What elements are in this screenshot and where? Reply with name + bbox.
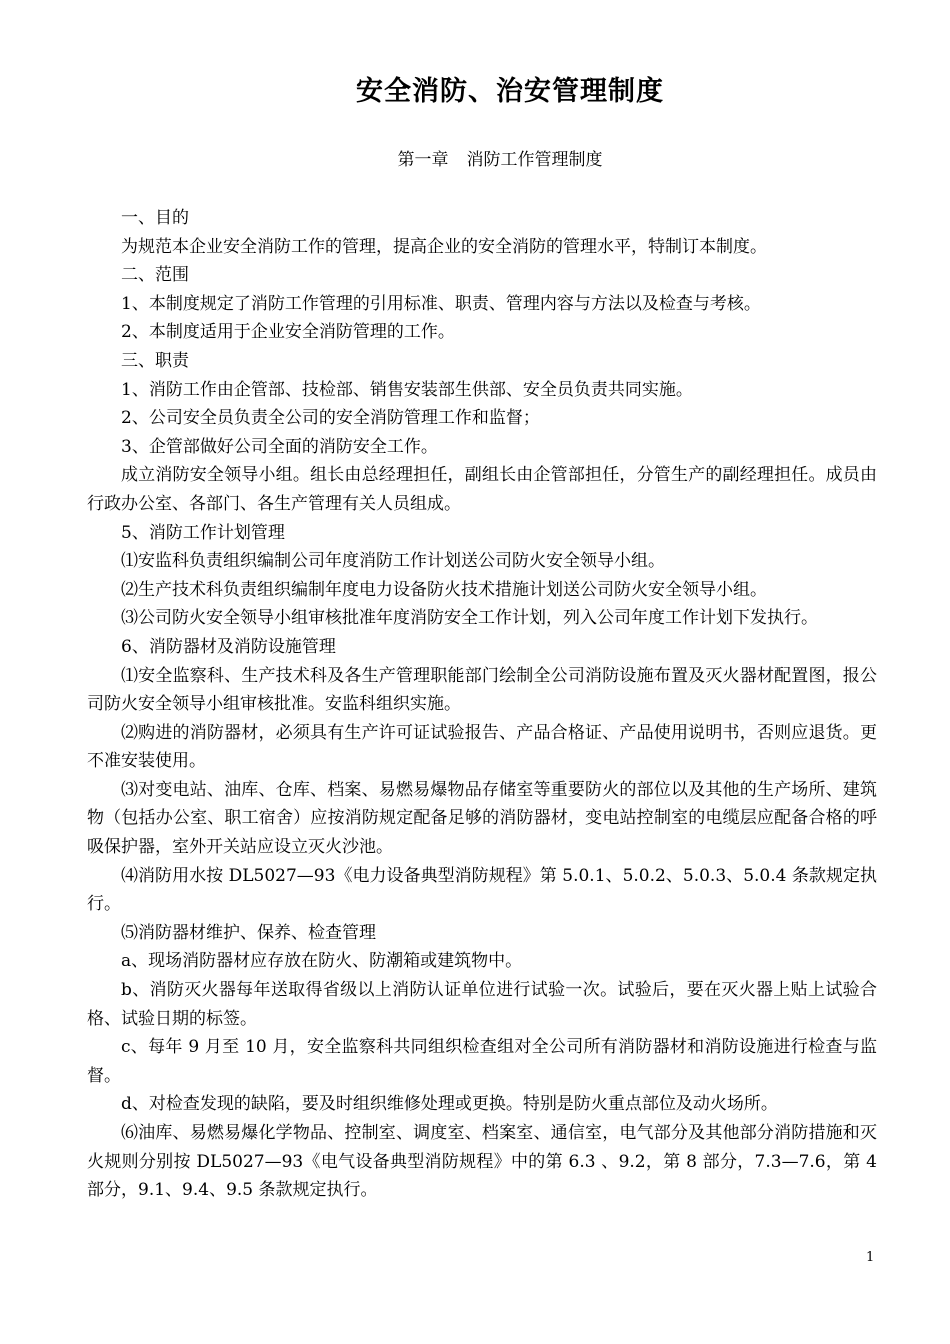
document-body [87, 204, 877, 1205]
list-item: ⑵购进的消防器材，必须具有生产许可证试验报告、产品合格证、产品使用说明书，否则应退货。更不准安装使用。 [87, 722, 877, 772]
section-heading-duties: 三、职责 [121, 350, 189, 371]
paragraph: 2、公司安全员负责全公司的安全消防管理工作和监督； [121, 408, 540, 429]
list-item: ⑶对变电站、油库、仓库、档案、易燃易爆物品存储室等重要防火的部位以及其他的生产场所、建筑物（包括办公室、职工宿舍）应按消防规定配备足够的消防器材，变电站控制室的电缆层应配备合格的呼吸保护器，室外开关站应设立灭火沙池。 [87, 779, 877, 858]
subsection-heading: 6、消防器材及消防设施管理 [121, 636, 336, 657]
list-item: ⑹油库、易燃易爆化学物品、控制室、调度室、档案室、通信室，电气部分及其他部分消防措施和灭火规则分别按 DL5027—93《电气设备典型消防规程》中的第 6.3 、9.2，第 8 部分，7.3—7.6，第 4 部分，9.1、9.4、9.5 条款规定执行。 [87, 1123, 877, 1201]
document-title: 安全消防、治安管理制度 [356, 76, 664, 107]
list-item: ⑴安全监察科、生产技术科及各生产管理职能部门绘制全公司消防设施布置及灭火器材配置图，报公司防火安全领导小组审核批准。安监科组织实施。 [87, 665, 877, 715]
sub-list-item: b、消防灭火器每年送取得省级以上消防认证单位进行试验一次。试验后，要在灭火器上贴上试验合格、试验日期的标签。 [87, 980, 877, 1029]
paragraph: 为规范本企业安全消防工作的管理，提高企业的安全消防的管理水平，特制订本制度。 [121, 236, 767, 257]
paragraph: 3、企管部做好公司全面的消防安全工作。 [121, 436, 438, 457]
list-item: ⑸消防器材维护、保养、检查管理 [121, 922, 376, 943]
list-item: ⑵生产技术科负责组织编制年度电力设备防火技术措施计划送公司防火安全领导小组。 [121, 579, 767, 600]
section-heading-purpose: 一、目的 [121, 208, 189, 228]
chapter-number: 第一章 [397, 150, 449, 170]
chapter-heading [0, 148, 950, 172]
subsection-heading: 5、消防工作计划管理 [121, 522, 285, 543]
sub-list-item: d、对检查发现的缺陷，要及时组织维修处理或更换。特别是防火重点部位及动火场所。 [121, 1094, 778, 1115]
list-item: ⑷消防用水按 DL5027—93《电力设备典型消防规程》第 5.0.1、5.0.2、5.0.3、5.0.4 条款规定执行。 [87, 865, 877, 915]
paragraph: 成立消防安全领导小组。组长由总经理担任，副组长由企管部担任，分管生产的副经理担任。成员由行政办公室、各部门、各生产管理有关人员组成。 [87, 465, 877, 514]
list-item: ⑶公司防火安全领导小组审核批准年度消防安全工作计划，列入公司年度工作计划下发执行。 [121, 608, 818, 629]
paragraph: 2、本制度适用于企业安全消防管理的工作。 [121, 322, 455, 343]
paragraph: 1、本制度规定了消防工作管理的引用标准、职责、管理内容与方法以及检查与考核。 [121, 293, 761, 314]
sub-list-item: a、现场消防器材应存放在防火、防潮箱或建筑物中。 [121, 951, 523, 972]
paragraph: 1、消防工作由企管部、技检部、销售安装部生供部、安全员负责共同实施。 [121, 379, 693, 400]
page-number: 1 [866, 1250, 875, 1265]
chapter-name: 消防工作管理制度 [466, 150, 603, 170]
section-heading-scope: 二、范围 [121, 265, 189, 286]
sub-list-item: c、每年 9 月至 10 月，安全监察科共同组织检查组对全公司所有消防器材和消防设施进行检查与监督。 [87, 1037, 877, 1086]
list-item: ⑴安监科负责组织编制公司年度消防工作计划送公司防火安全领导小组。 [121, 551, 665, 572]
